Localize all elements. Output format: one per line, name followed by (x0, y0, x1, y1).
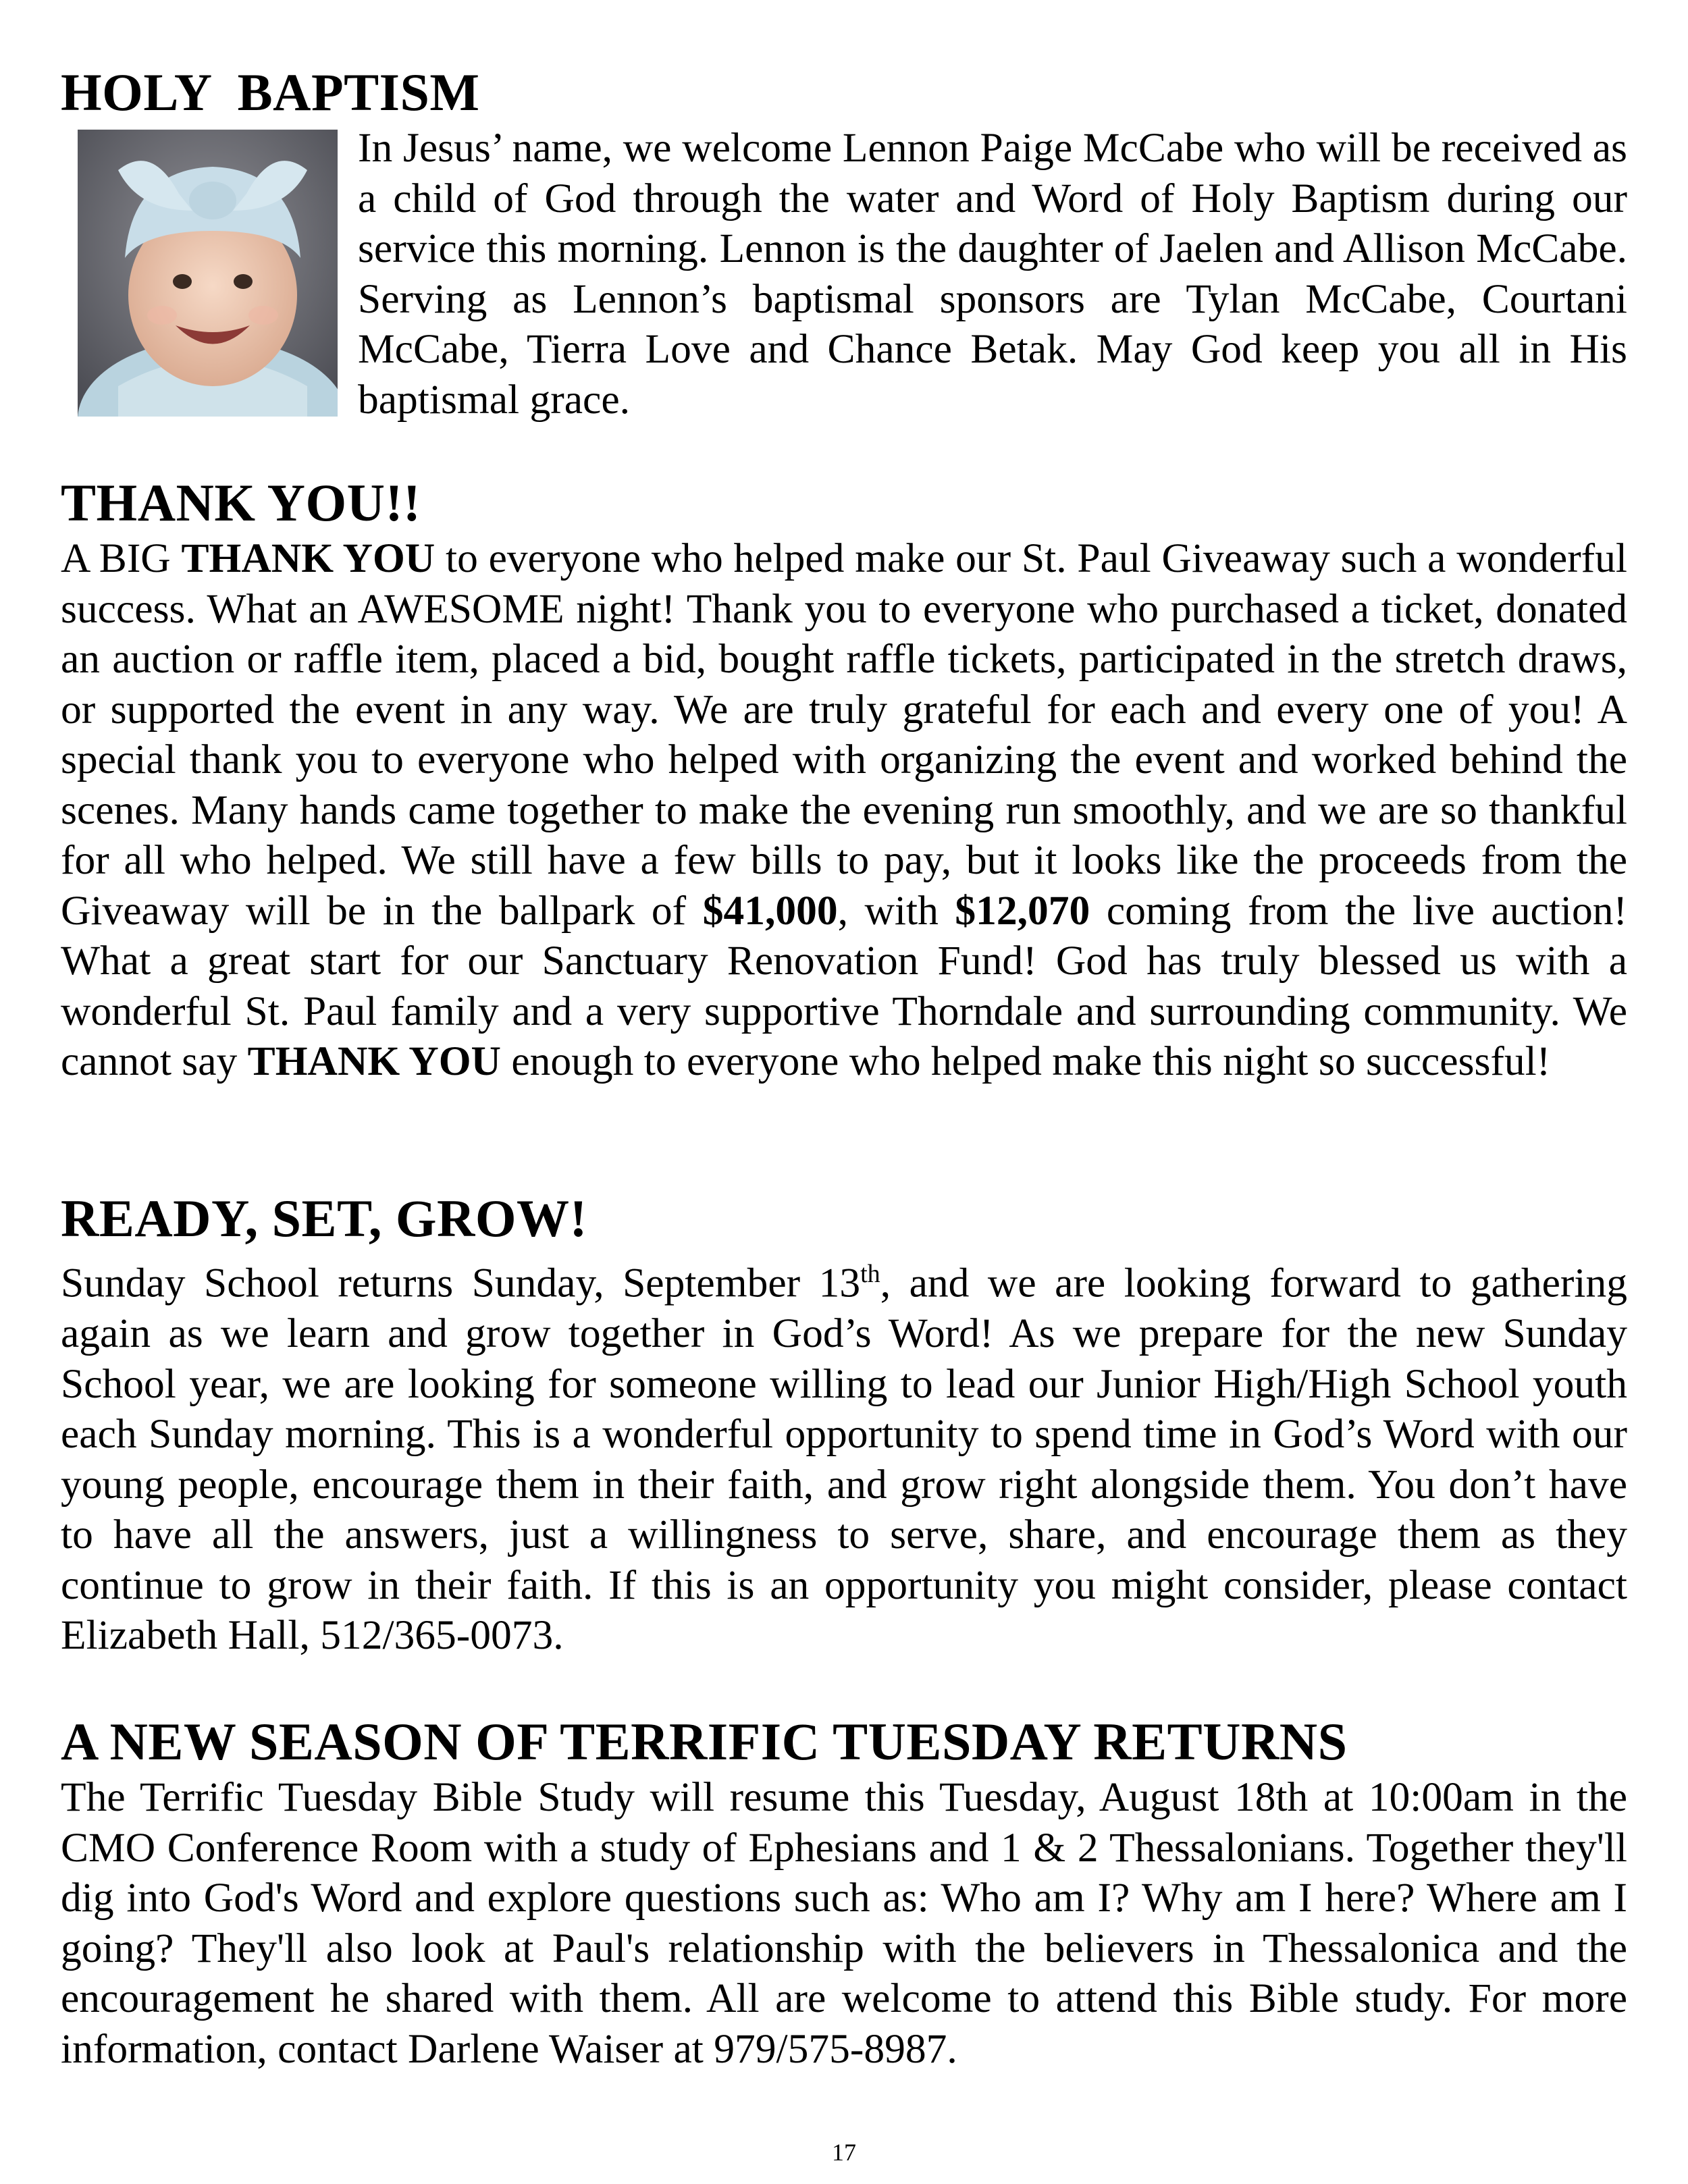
baptism-section (61, 62, 1627, 474)
proceeds-amount: $41,000 (702, 887, 838, 934)
thank-you-bold-1: THANK YOU (181, 535, 436, 581)
baby-photo (78, 130, 338, 417)
terrific-tuesday-paragraph: The Terrific Tuesday Bible Study will resume this Tuesday, August 18th at 10:00am in the CMO Conference Room with a study of Ephesians and 1 & 2 Thessalonians. Together they'll dig into God's Word and explore questions such as: Who am I? Why am I here? Where am I going? They'll also look at Paul's relationship with the believers in Thessalonica and the encouragement he shared with them. All are welcome to attend this Bible study. For more information, contact Darlene Waiser at 979/575-8987. (61, 1774, 1627, 2072)
terrific-tuesday-heading: A NEW SEASON OF TERRIFIC TUESDAY RETURNS (61, 1712, 1348, 1771)
thank-you-text-1: A BIG (61, 535, 182, 581)
grow-superscript: th (860, 1260, 880, 1288)
baptism-heading: HOLY BAPTISM (61, 63, 480, 122)
ready-set-grow-paragraph (61, 1249, 1627, 1661)
baby-photo-illustration (78, 130, 338, 417)
thank-you-paragraph (61, 533, 1638, 1087)
grow-text-2: , and we are looking forward to gathering again as we learn and grow together in God’s Word! As we prepare for the new Sunday School year, we are looking for someone willing to lead our Junior High/High School youth each Sunday morning. This is a wonderful opportunity to spend time in God’s Word with our young people, encourage them in their faith, and grow right alongside them. You don’t have to have all the answers, just a willingness to serve, share, and encourage them as they continue to grow in their faith. If this is an opportunity you might consider, please contact Elizabeth Hall, 512/365-0073. (61, 1260, 1627, 1658)
thank-you-section (61, 473, 1638, 1087)
ready-set-grow-section (61, 1188, 1627, 1661)
page-number: 17 (832, 2139, 856, 2166)
baptism-row (61, 123, 1627, 474)
ready-set-grow-heading: READY, SET, GROW! (61, 1189, 587, 1248)
terrific-tuesday-section (61, 1711, 1627, 2074)
thank-you-text-3: , with (837, 887, 955, 934)
auction-amount: $12,070 (955, 887, 1090, 934)
thank-you-bold-2: THANK YOU (247, 1038, 501, 1084)
grow-text-1: Sunday School returns Sunday, September 13 (61, 1260, 861, 1306)
thank-you-heading: THANK YOU!! (61, 473, 421, 532)
thank-you-text-2: to everyone who helped make our St. Paul Giveaway such a wonderful success. What an AWESOME night! Thank you to everyone who purchased a ticket, donated an auction or raffle item, placed a bid, bought raffle tickets, participated in the stretch draws, or supported the event in any way. We are truly grateful for each and every one of you! A special thank you to everyone who helped with organizing the event and worked behind the scenes. Many hands came together to make the evening run smoothly, and we are so thankful for all who helped. We still have a few bills to pay, but it looks like the proceeds from the Giveaway will be in the ballpark of (61, 535, 1638, 934)
thank-you-text-5: enough to everyone who helped make this night so successful! (500, 1038, 1551, 1084)
thank-you-text-4: coming from the live auction! What a great start for our Sanctuary Renovation Fund! God has truly blessed us with a wonderful St. Paul family and a very supportive Thorndale and surrounding community. We cannot say (61, 887, 1638, 1084)
baptism-paragraph: In Jesus’ name, we welcome Lennon Paige McCabe who will be received as a child of God through the water and Word of Holy Baptism during our service this morning. Lennon is the daughter of Jaelen and Allison McCabe. Serving as Lennon’s baptismal sponsors are Tylan McCabe, Courtani McCabe, Tierra Love and Chance Betak. May God keep you all in His baptismal grace. (358, 125, 1627, 423)
